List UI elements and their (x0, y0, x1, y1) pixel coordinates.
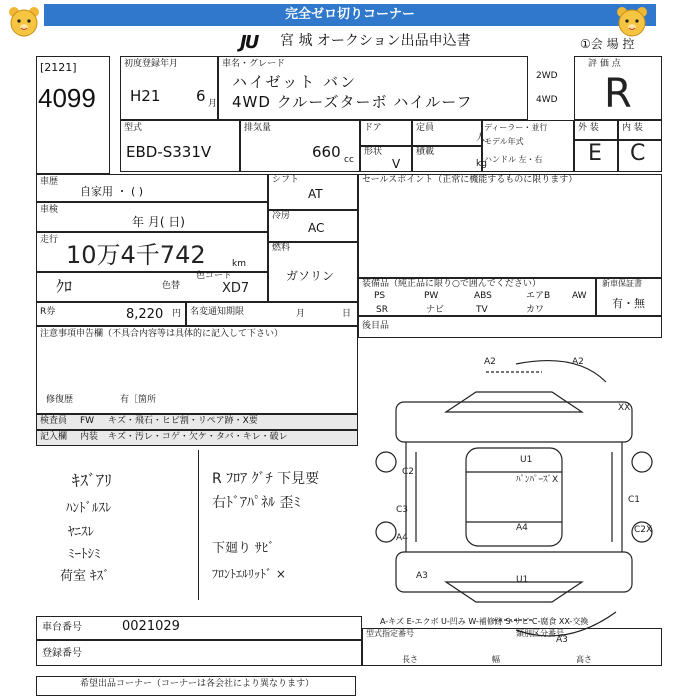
car-name: ハイゼット バン (232, 73, 358, 91)
fuel-value: ガソリン (286, 269, 335, 283)
damage-legend: A-キズ E-エクボ U-凹み W-補修跡 S-サビ C-腐食 XX-交換 (380, 617, 589, 626)
note-right-1: R ﾌﾛｱ ｸﾞﾁ 下見要 (212, 471, 320, 487)
auction-sheet: [2121] 4099 初度登録年月 H21 6 月 車名・グレード ハイゼット バン 4WD クルーズターボ ハイルーフ 2WD 4WD 評 価 点 R 型式 EBD-S331V 排気量 660 cc ドア 形状 V 定員 人 積載 kg ディーラー・並行 モデル年式 ハンドル 左・右 外 装 内 装 E C 車歴 自家用 ・ ( ) 車検 年 月( 日) 走行 10万4千742 km ｸﾛ 色替 色コード XD7 R券 8,220 円 名変通知期限 月 日 シフト AT 冷房 AC 燃料 ガソリン セールスポイント（正常に機能するものに限ります） 装備品（純正品に限り○で囲んでください） PS PW ABS エアB AW SR ナビ TV カワ 新車保証書 有・無 後目品 注意事項申告欄（不具合内容等は具体的に記入して下さい） 修復歴 有［箇所 検査員 FW キズ・飛石・ヒビ割・リペア跡・X要 記入欄 内装 キズ・汚レ・コゲ・欠ケ・タバ・キレ・破レ ｷｽﾞｱﾘ ﾊﾝﾄﾞﾙｽﾚ ﾔﾆｽﾚ ﾐｰﾄｼﾐ 荷室 ｷｽﾞ R ﾌﾛｱ ｸﾞﾁ 下見要 右ﾄﾞｱﾊﾟﾈﾙ 歪ﾐ 下廻り ｻﾋﾞ ﾌﾛﾝﾄｴﾙﾘｯﾄﾞ × A2 A2 XX C2 U1 ﾊﾟﾝﾊﾟｰｽﾞX C1 C3 A4 C2X A4 U1 A3 A3 車台番号 0021029 登録番号 A-キズ E-エクボ U-凹み W-補修跡 S-サビ C-腐食 XX-交換 型式指定番号 類別区分番号 長さ 幅 高さ 希望出品コーナー（コーナーは各会社により異なります） (36, 56, 662, 696)
bear-mascot-right-icon (614, 4, 650, 40)
color-code: XD7 (222, 281, 250, 296)
note-right-2: 右ﾄﾞｱﾊﾟﾈﾙ 歪ﾐ (212, 495, 301, 511)
form-header: 宮 城 オークション出品申込書 (280, 33, 471, 49)
mark-a3-rear-left: A3 (416, 571, 428, 581)
lot-code: [2121] (40, 61, 77, 74)
wish-corner: 希望出品コーナー（コーナーは各会社により異なります） (80, 679, 315, 689)
shape-value: V (392, 157, 401, 171)
vin-value: 0021029 (122, 619, 180, 634)
mark-a4-rear: A4 (516, 523, 528, 533)
displacement-value: 660 (312, 143, 341, 161)
mileage-value: 10万4千742 (66, 241, 206, 269)
inspector-interior: キズ・汚レ・コゲ・欠ケ・タバ・キレ・破レ (108, 432, 288, 442)
equip-airbag: エアB (526, 291, 551, 301)
car-damage-diagram (366, 352, 662, 645)
mark-xx: XX (618, 403, 631, 413)
car-grade: 4WD クルーズターボ ハイルーフ (232, 93, 473, 111)
equip-aw: AW (572, 291, 587, 301)
equip-ps: PS (374, 291, 386, 301)
note-left-3: ﾔﾆｽﾚ (68, 525, 94, 540)
note-right-3: 下廻り ｻﾋﾞ (212, 541, 275, 556)
note-left-2: ﾊﾝﾄﾞﾙｽﾚ (66, 501, 112, 516)
mark-u1-rear: U1 (516, 575, 529, 585)
inspector-fw: キズ・飛石・ヒビ割・リペア跡・X要 (108, 416, 258, 426)
bear-mascot-left-icon (6, 4, 42, 40)
interior-grade: C (630, 141, 646, 166)
mark-c2x-right: C2X (634, 525, 653, 535)
mark-a3-rear-bumper: A3 (556, 635, 568, 645)
mark-bumper: ﾊﾟﾝﾊﾟｰｽﾞX (516, 475, 559, 485)
equip-pw: PW (424, 291, 439, 301)
inspection-value: 年 月( 日) (132, 215, 185, 229)
mark-a2-front-right: A2 (572, 357, 584, 367)
mark-u1-roof: U1 (520, 455, 533, 465)
exterior-grade: E (588, 141, 602, 166)
mark-a4-left: A4 (396, 533, 408, 543)
copy-label: ①会 場 控 (580, 37, 635, 51)
equip-abs: ABS (474, 291, 492, 301)
new-guarantee: 有・無 (612, 297, 645, 310)
mark-c3-left: C3 (396, 505, 409, 515)
recycle-value: 8,220 (126, 307, 164, 322)
note-left-1: ｷｽﾞｱﾘ (72, 471, 113, 490)
shift-value: AT (308, 187, 323, 201)
reg-era: H21 (130, 87, 161, 105)
reg-month: 6 (196, 87, 206, 105)
org-logo: JU (240, 32, 258, 53)
note-right-4: ﾌﾛﾝﾄｴﾙﾘｯﾄﾞ × (212, 567, 286, 581)
banner-title: 完全ゼロ切りコーナー (44, 4, 656, 26)
eval-score: R (604, 71, 632, 117)
ac-value: AC (308, 221, 325, 235)
model-value: EBD-S331V (126, 143, 212, 161)
history-value: 自家用 ・ ( ) (80, 185, 144, 198)
mark-c1-right: C1 (628, 495, 641, 505)
note-left-5: 荷室 ｷｽﾞ (60, 569, 110, 584)
lot-number: 4099 (38, 83, 96, 113)
mark-c2-left: C2 (402, 467, 415, 477)
color-value: ｸﾛ (56, 277, 73, 296)
note-left-4: ﾐｰﾄｼﾐ (68, 547, 101, 562)
mark-a2-front-left: A2 (484, 357, 496, 367)
